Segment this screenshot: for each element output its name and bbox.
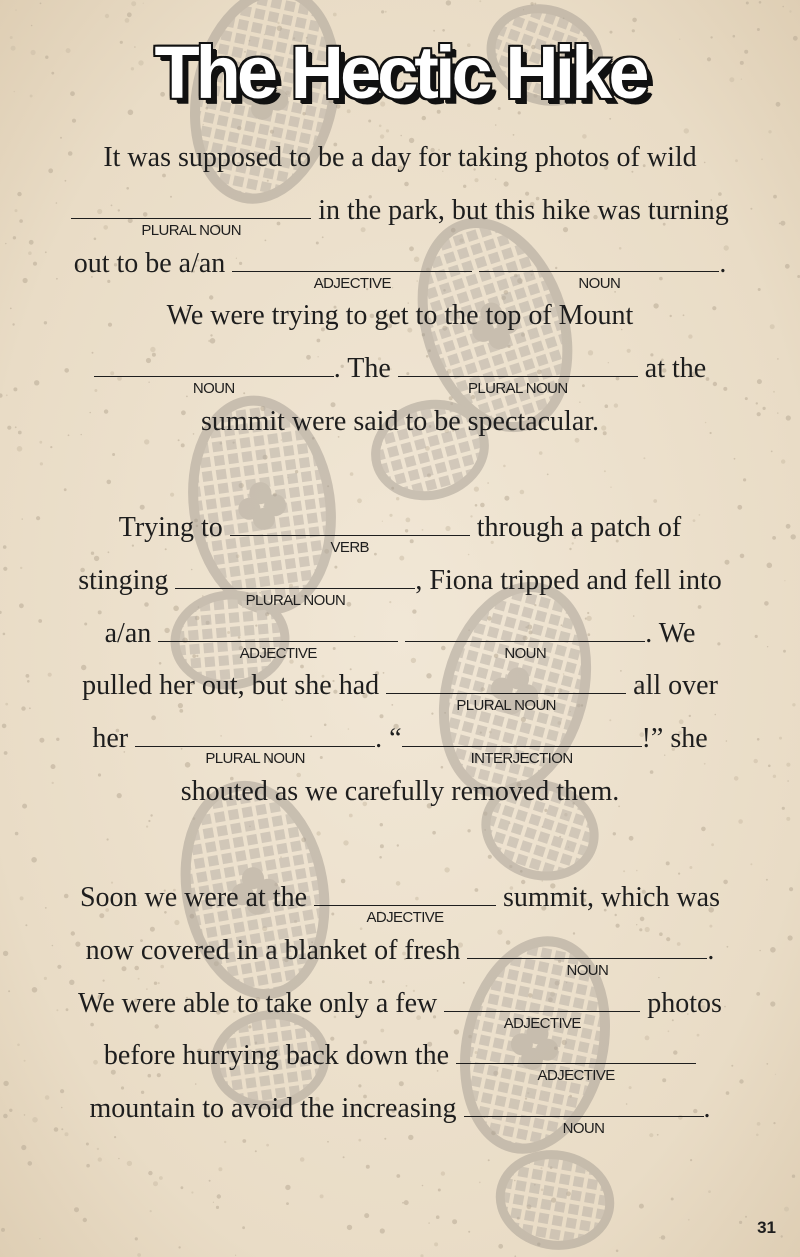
- part-of-speech-label: ADJECTIVE: [366, 909, 444, 926]
- part-of-speech-label: VERB: [330, 539, 369, 556]
- part-of-speech-label: ADJECTIVE: [239, 644, 317, 662]
- part-of-speech-label: PLURAL NOUN: [205, 750, 305, 768]
- story-text-segment: out to be a/an: [73, 247, 233, 279]
- page-title: The Hectic Hike: [154, 31, 646, 114]
- story-line: [0, 986, 800, 1032]
- part-of-speech-label: NOUN: [504, 644, 547, 662]
- part-of-speech-label: PLURAL NOUN: [141, 221, 241, 239]
- story-line: [0, 933, 800, 979]
- story-text-segment: .: [707, 934, 715, 966]
- story-text-segment: . We: [645, 617, 696, 649]
- fill-in-blank[interactable]: [230, 513, 470, 556]
- part-of-speech-label: NOUN: [192, 380, 235, 398]
- story-line: [0, 880, 800, 926]
- fill-in-blank[interactable]: [467, 936, 707, 979]
- fill-in-blank[interactable]: [175, 566, 415, 609]
- story-text-segment: before hurrying back down the: [103, 1040, 457, 1072]
- story-line: [0, 193, 800, 239]
- fill-in-blank[interactable]: [398, 354, 638, 398]
- fill-in-blank[interactable]: [135, 724, 375, 768]
- story-text-segment: now covered in a blanket of fresh: [85, 934, 468, 966]
- part-of-speech-label: NOUN: [562, 1120, 605, 1138]
- story-text-segment: We were trying to get to the top of Mount: [166, 300, 634, 332]
- story-text-segment: through a patch of: [469, 512, 682, 543]
- story-text-segment: summit, which was: [496, 882, 721, 913]
- fill-in-blank[interactable]: [94, 354, 334, 398]
- part-of-speech-label: ADJECTIVE: [503, 1014, 581, 1032]
- story-text-segment: !” she: [641, 723, 708, 755]
- story-text-segment: shouted as we carefully removed them.: [180, 776, 620, 807]
- part-of-speech-label: PLURAL NOUN: [456, 697, 556, 715]
- story-text-segment: .: [703, 1093, 711, 1125]
- story-text-segment: her: [92, 723, 136, 755]
- story-text-segment: at the: [637, 353, 707, 385]
- story-text-segment: all over: [626, 670, 718, 702]
- story-text-segment: Trying to: [118, 512, 230, 543]
- part-of-speech-label: PLURAL NOUN: [245, 591, 346, 609]
- fill-in-blank[interactable]: [402, 724, 642, 768]
- story-text-segment: stinging: [78, 564, 176, 596]
- fill-in-blank[interactable]: [71, 196, 311, 239]
- story-line: [0, 298, 800, 334]
- fill-in-blank[interactable]: [479, 249, 719, 292]
- story-text-segment: It was supposed to be a day for taking photos of wild: [103, 142, 697, 173]
- story-text-segment: Soon we were at the: [79, 882, 315, 913]
- story-text-segment: in the park, but this hike was turning: [311, 194, 729, 226]
- fill-in-blank[interactable]: [456, 1041, 696, 1085]
- story-line: [0, 616, 800, 662]
- part-of-speech-label: NOUN: [578, 274, 621, 292]
- story-text-segment: [472, 248, 479, 279]
- story-line: [0, 563, 800, 609]
- story-line: [0, 140, 800, 176]
- part-of-speech-label: INTERJECTION: [470, 750, 573, 768]
- story-line: [0, 510, 800, 556]
- fill-in-blank[interactable]: [386, 671, 626, 715]
- story-text-segment: a/an: [104, 617, 159, 649]
- story-text-segment: We were able to take only a few: [78, 987, 445, 1019]
- part-of-speech-label: NOUN: [566, 961, 609, 979]
- story-text-segment: mountain to avoid the increasing: [89, 1093, 464, 1125]
- part-of-speech-label: ADJECTIVE: [313, 274, 391, 292]
- story-text-segment: summit were said to be spectacular.: [200, 406, 600, 437]
- fill-in-blank[interactable]: [444, 989, 640, 1032]
- part-of-speech-label: PLURAL NOUN: [468, 380, 568, 398]
- story-text-segment: .: [719, 247, 727, 279]
- story-line: [0, 351, 800, 398]
- story-text-segment: . “: [375, 723, 402, 755]
- story-line: [0, 774, 800, 810]
- story-text-segment: . The: [333, 353, 398, 385]
- story-line: [0, 1038, 800, 1085]
- fill-in-blank[interactable]: [232, 249, 472, 292]
- page-number: 31: [757, 1218, 776, 1237]
- story-text-segment: pulled her out, but she had: [82, 670, 387, 702]
- fill-in-blank[interactable]: [314, 883, 496, 926]
- story-line: [0, 1091, 800, 1138]
- part-of-speech-label: ADJECTIVE: [537, 1067, 615, 1085]
- story-text-segment: [398, 618, 405, 649]
- story-line: [0, 404, 800, 440]
- story-text-segment: photos: [640, 987, 722, 1019]
- fill-in-blank[interactable]: [464, 1094, 704, 1138]
- story-line: [0, 721, 800, 768]
- fill-in-blank[interactable]: [158, 619, 398, 662]
- story-text-segment: , Fiona tripped and fell into: [415, 564, 722, 596]
- fill-in-blank[interactable]: [405, 619, 645, 662]
- story-line: [0, 668, 800, 715]
- story-line: [0, 246, 800, 292]
